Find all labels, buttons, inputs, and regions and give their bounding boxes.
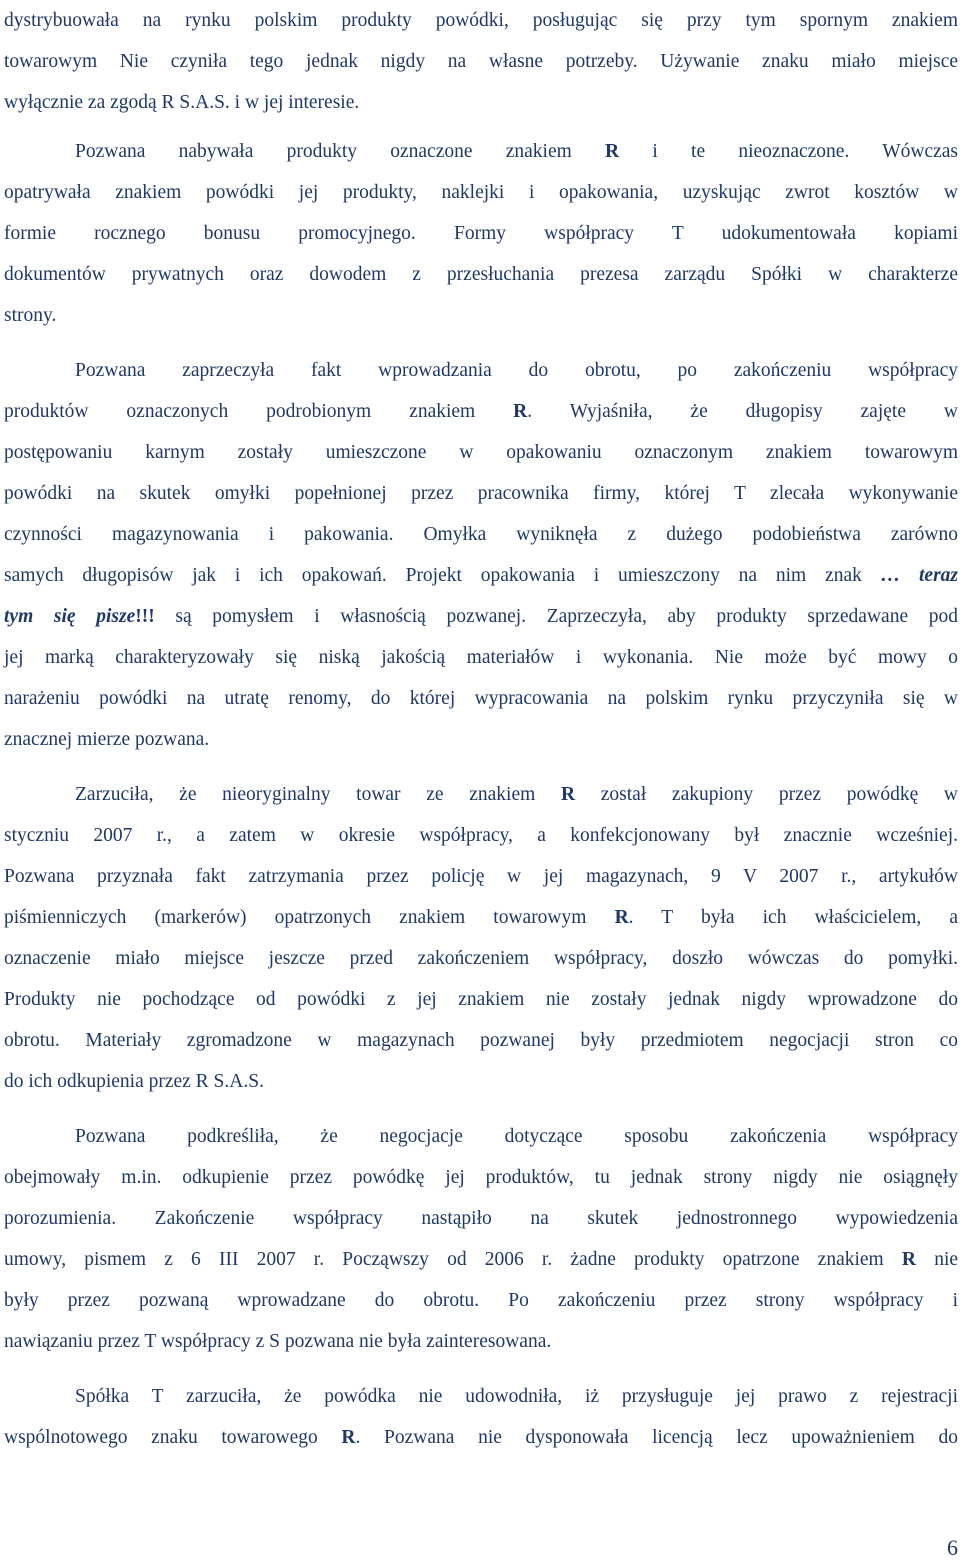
text-line: formie rocznego bonusu promocyjnego. Formy współpracy T udokumentowała kopiami bbox=[4, 223, 958, 244]
paragraph-2 bbox=[4, 131, 958, 336]
text-line bbox=[4, 774, 958, 815]
text-line: czynności magazynowania i pakowania. Omyłka wyniknęła z dużego podobieństwa zarówno bbox=[4, 524, 958, 545]
text-line: towarowym Nie czyniła tego jednak nigdy na własne potrzeby. Używanie znaku miało miejsce bbox=[4, 51, 958, 72]
text-line bbox=[4, 131, 958, 172]
text-line: powódki na skutek omyłki popełnionej przez pracownika firmy, której T zlecała wykonywanie bbox=[4, 483, 958, 504]
text-line: były przez pozwaną wprowadzane do obrotu. Po zakończeniu przez strony współpracy i bbox=[4, 1290, 958, 1311]
text-line: do ich odkupienia przez R S.A.S. bbox=[4, 1071, 264, 1092]
emphasis-text: tym się pisze bbox=[4, 606, 136, 627]
text-line: znacznej mierze pozwana. bbox=[4, 729, 210, 750]
trademark-r: R bbox=[513, 401, 528, 422]
text-line: jej marką charakteryzowały się niską jakością materiałów i wykonania. Nie może być mowy o bbox=[4, 647, 958, 668]
text-line: narażeniu powódki na utratę renomy, do której wypracowania na polskim rynku przyczyniła się w bbox=[4, 688, 958, 709]
text-line: strony. bbox=[4, 305, 57, 326]
text-run: Zarzuciła, że nieoryginalny towar ze znakiem bbox=[75, 784, 536, 805]
text-line: obrotu. Materiały zgromadzone w magazynach pozwanej były przedmiotem negocjacji stron co bbox=[4, 1030, 958, 1051]
text-run: samych długopisów jak i ich opakowań. Projekt opakowania i umieszczony na nim znak bbox=[4, 565, 862, 586]
paragraph-1 bbox=[4, 0, 958, 123]
text-line: porozumienia. Zakończenie współpracy nastąpiło na skutek jednostronnego wypowiedzenia bbox=[4, 1208, 958, 1229]
paragraph-6 bbox=[4, 1376, 958, 1458]
trademark-r: R bbox=[605, 141, 620, 162]
text-run: produktów oznaczonych podrobionym znakiem bbox=[4, 401, 476, 422]
text-run: . Pozwana nie dysponowała licencją lecz upoważnieniem do bbox=[355, 1427, 959, 1448]
text-line: Spółka T zarzuciła, że powódka nie udowodniła, iż przysługuje jej prawo z rejestracji bbox=[75, 1386, 958, 1407]
text-line: Pozwana zaprzeczyła fakt wprowadzania do obrotu, po zakończeniu współpracy bbox=[75, 360, 958, 381]
text-run: . Wyjaśniła, że długopisy zajęte w bbox=[527, 401, 958, 422]
text-line bbox=[4, 596, 958, 637]
paragraph-5 bbox=[4, 1116, 958, 1362]
text-run: umowy, pismem z 6 III 2007 r. Począwszy od 2006 r. żadne produkty opatrzone znakiem bbox=[4, 1249, 884, 1270]
text-line: oznaczenie miało miejsce jeszcze przed zakończeniem współpracy, doszło wówczas do pomyłki. bbox=[4, 948, 958, 969]
emphasis-text: … teraz bbox=[880, 565, 959, 586]
text-line: obejmowały m.in. odkupienie przez powódkę jej produktów, tu jednak strony nigdy nie osiągnęły bbox=[4, 1167, 958, 1188]
paragraph-3 bbox=[4, 350, 958, 760]
text-line bbox=[4, 391, 958, 432]
page-number: 6 bbox=[947, 1535, 958, 1560]
emphasis-text: !!! bbox=[135, 606, 155, 627]
text-line: dokumentów prywatnych oraz dowodem z przesłuchania prezesa zarządu Spółki w charakterze bbox=[4, 264, 958, 285]
trademark-r: R bbox=[341, 1427, 356, 1448]
text-run: nie bbox=[934, 1249, 959, 1270]
text-run: został zakupiony przez powódkę w bbox=[600, 784, 958, 805]
text-line bbox=[4, 1239, 958, 1280]
text-line: dystrybuowała na rynku polskim produkty powódki, posługując się przy tym spornym znakiem bbox=[4, 10, 958, 31]
text-line: styczniu 2007 r., a zatem w okresie współpracy, a konfekcjonowany był znacznie wcześniej. bbox=[4, 825, 958, 846]
trademark-r: R bbox=[560, 784, 576, 805]
text-line: Produkty nie pochodzące od powódki z jej znakiem nie zostały jednak nigdy wprowadzone do bbox=[4, 989, 958, 1010]
text-line: opatrywała znakiem powódki jej produkty, naklejki i opakowania, uzyskując zwrot kosztów w bbox=[4, 182, 958, 203]
text-line: wyłącznie za zgodą R S.A.S. i w jej interesie. bbox=[4, 92, 360, 113]
text-run: . T była ich właścicielem, a bbox=[628, 907, 959, 928]
text-line: nawiązaniu przez T współpracy z S pozwana nie była zainteresowana. bbox=[4, 1331, 552, 1352]
text-line bbox=[4, 1417, 958, 1458]
text-line: Pozwana podkreśliła, że negocjacje dotyczące sposobu zakończenia współpracy bbox=[75, 1126, 958, 1147]
trademark-r: R bbox=[901, 1249, 916, 1270]
text-run: są pomysłem i własnością pozwanej. Zaprzeczyła, aby produkty sprzedawane pod bbox=[175, 606, 959, 627]
text-line: postępowaniu karnym zostały umieszczone w opakowaniu oznaczonym znakiem towarowym bbox=[4, 442, 958, 463]
text-line: Pozwana przyznała fakt zatrzymania przez policję w jej magazynach, 9 V 2007 r., artykułów bbox=[4, 866, 958, 887]
text-run: i te nieoznaczone. Wówczas bbox=[652, 141, 959, 162]
paragraph-4 bbox=[4, 774, 958, 1102]
text-run: Pozwana nabywała produkty oznaczone znakiem bbox=[75, 141, 572, 162]
text-line bbox=[4, 897, 958, 938]
text-line bbox=[4, 555, 958, 596]
trademark-r: R bbox=[614, 907, 629, 928]
text-run: wspólnotowego znaku towarowego bbox=[4, 1427, 318, 1448]
text-run: piśmienniczych (markerów) opatrzonych znakiem towarowym bbox=[4, 907, 587, 928]
